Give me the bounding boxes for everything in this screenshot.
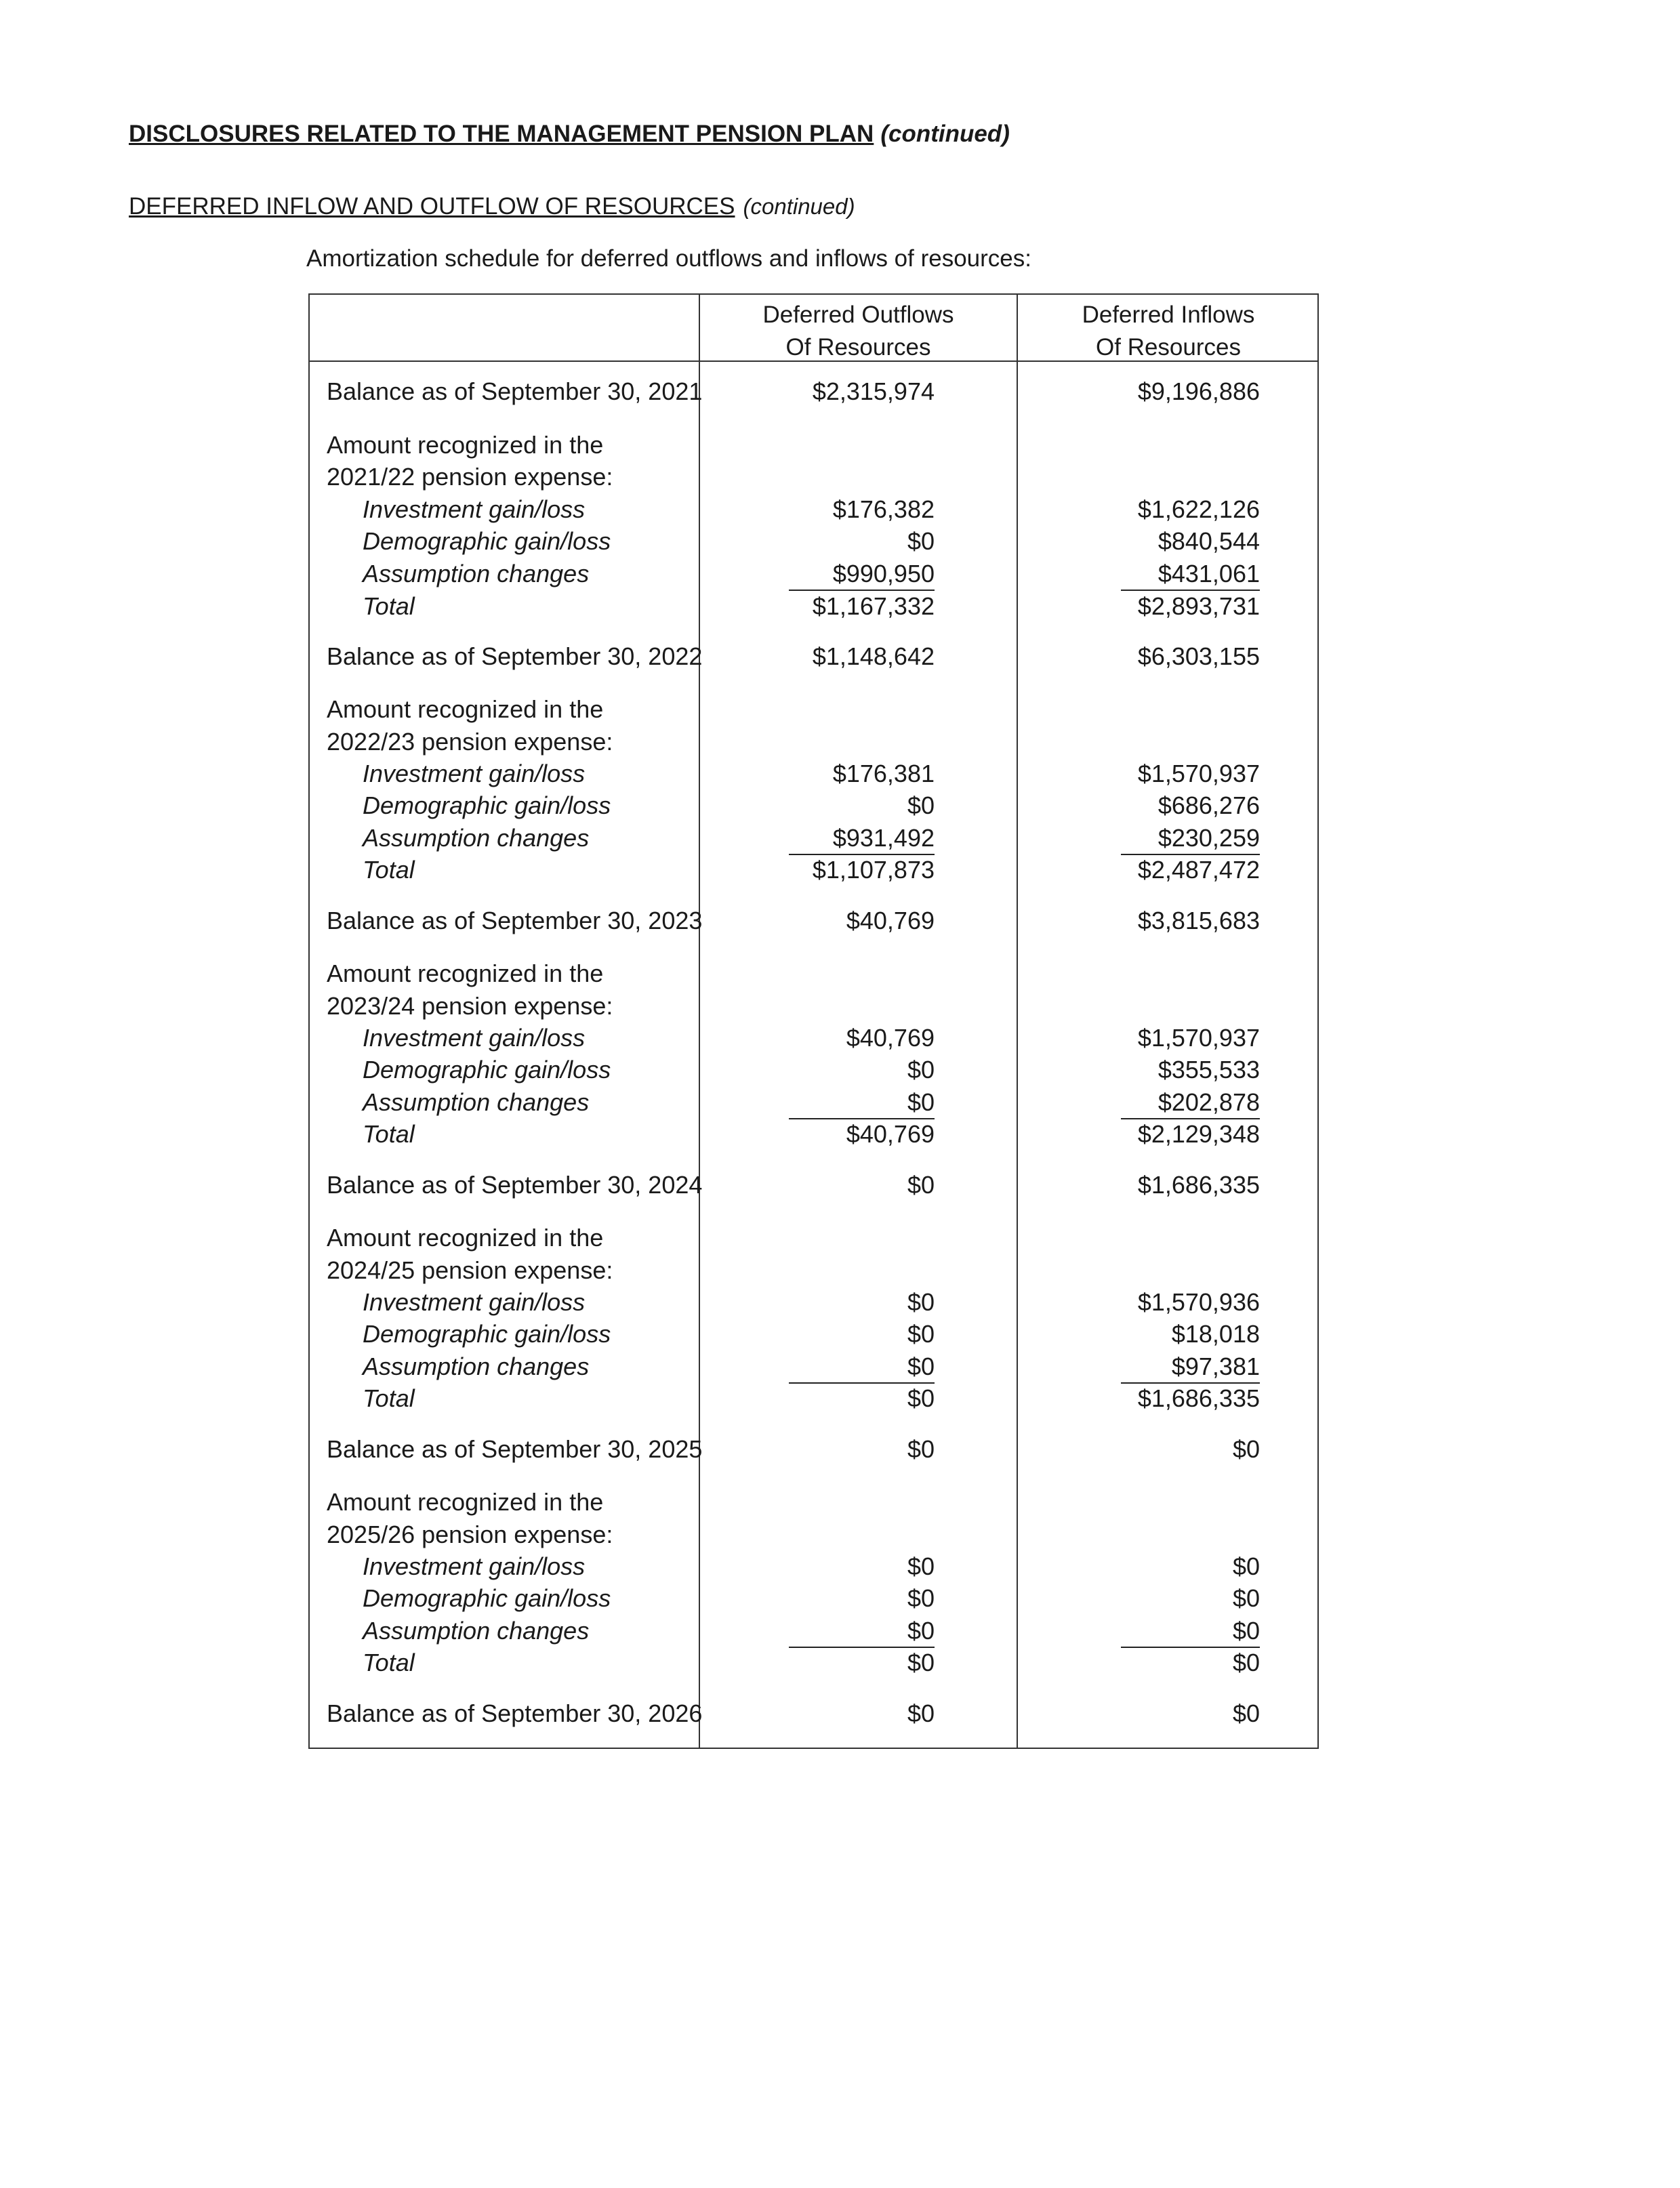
table-row: [310, 558, 1317, 590]
outflow-value: $176,381: [832, 760, 935, 787]
table-row: [310, 1118, 1317, 1151]
table-row: [310, 1697, 1317, 1730]
inflow-value: $9,196,886: [1137, 377, 1260, 405]
main-heading-text: DISCLOSURES RELATED TO THE MANAGEMENT PENSION PLAN: [129, 121, 874, 147]
table-row: [310, 1054, 1317, 1086]
row-label: Assumption changes: [363, 1353, 590, 1380]
outflow-value: $0: [907, 791, 935, 819]
table-row: [310, 590, 1317, 623]
inflow-value: $230,259: [1157, 824, 1260, 852]
row-label: 2024/25 pension expense:: [327, 1256, 613, 1284]
outflow-value: $0: [907, 1435, 935, 1463]
column-header-inflows: [1018, 299, 1319, 364]
table-row: [310, 525, 1317, 558]
outflow-value: $931,492: [832, 824, 935, 852]
table-row: [310, 758, 1317, 790]
outflow-value: $0: [907, 1171, 935, 1199]
row-label: Demographic gain/loss: [363, 1056, 611, 1083]
table-row: [310, 990, 1317, 1023]
inflow-value: $2,129,348: [1137, 1120, 1260, 1148]
table-row: [310, 640, 1317, 673]
row-label: Balance as of September 30, 2022: [327, 642, 703, 670]
outflow-value: $0: [907, 1384, 935, 1412]
row-label: Balance as of September 30, 2026: [327, 1699, 703, 1727]
row-label: Total: [363, 1384, 415, 1412]
table-row: [310, 957, 1317, 990]
outflow-value: $0: [907, 1649, 935, 1676]
column-header-line: Deferred Inflows: [1082, 302, 1255, 328]
column-header-outflows: [700, 299, 1017, 364]
inflow-value: $0: [1232, 1699, 1260, 1727]
table-row: [310, 822, 1317, 854]
table-row: [310, 1519, 1317, 1551]
row-label: Amount recognized in the: [327, 695, 604, 723]
inflow-value: $1,570,937: [1137, 760, 1260, 787]
table-row: [310, 375, 1317, 408]
inflow-value: $202,878: [1157, 1088, 1260, 1116]
table-row: [310, 493, 1317, 526]
outflow-value: $1,167,332: [812, 592, 935, 620]
table-row: [310, 1486, 1317, 1519]
table-row: [310, 1433, 1317, 1466]
inflow-value: $0: [1232, 1649, 1260, 1676]
row-label: Total: [363, 1120, 415, 1148]
row-label: 2021/22 pension expense:: [327, 463, 613, 491]
column-header-line: Of Resources: [1096, 334, 1241, 360]
inflow-value: $0: [1232, 1552, 1260, 1580]
row-label: Assumption changes: [363, 824, 590, 852]
row-label: Investment gain/loss: [363, 1288, 586, 1316]
outflow-value: $0: [907, 1056, 935, 1083]
outflow-value: $0: [907, 1088, 935, 1116]
inflow-value: $355,533: [1157, 1056, 1260, 1083]
inflow-value: $0: [1232, 1584, 1260, 1612]
sub-heading-suffix: (continued): [743, 194, 855, 219]
outflow-value: $0: [907, 1617, 935, 1645]
table-row: [310, 726, 1317, 758]
sub-heading-text: DEFERRED INFLOW AND OUTFLOW OF RESOURCES: [129, 193, 735, 220]
inflow-value: $2,487,472: [1137, 856, 1260, 884]
inflow-value: $1,570,937: [1137, 1024, 1260, 1052]
row-label: Assumption changes: [363, 1617, 590, 1645]
table-row: [310, 1318, 1317, 1350]
outflow-value: $0: [907, 1288, 935, 1316]
table-row: [310, 1022, 1317, 1054]
outflow-value: $1,107,873: [812, 856, 935, 884]
table-row: [310, 1222, 1317, 1254]
table-row: [310, 1615, 1317, 1647]
row-label: Demographic gain/loss: [363, 1584, 611, 1612]
inflow-value: $1,622,126: [1137, 495, 1260, 523]
outflow-value: $990,950: [832, 560, 935, 587]
row-label: Assumption changes: [363, 560, 590, 587]
inflow-value: $3,815,683: [1137, 907, 1260, 934]
table-row: [310, 789, 1317, 822]
table-row: [310, 693, 1317, 726]
row-label: Demographic gain/loss: [363, 791, 611, 819]
amortization-table: [308, 293, 1319, 1749]
outflow-value: $40,769: [846, 1024, 935, 1052]
table-row: [310, 1286, 1317, 1319]
table-row: [310, 1086, 1317, 1119]
row-label: Balance as of September 30, 2021: [327, 377, 703, 405]
row-label: Assumption changes: [363, 1088, 590, 1116]
column-header-line: Deferred Outflows: [762, 302, 954, 328]
inflow-value: $1,686,335: [1137, 1171, 1260, 1199]
outflow-value: $0: [907, 1584, 935, 1612]
inflow-value: $1,686,335: [1137, 1384, 1260, 1412]
outflow-value: $0: [907, 527, 935, 555]
inflow-value: $840,544: [1157, 527, 1260, 555]
inflow-value: $18,018: [1171, 1320, 1260, 1348]
outflow-value: $1,148,642: [812, 642, 935, 670]
outflow-value: $40,769: [846, 1120, 935, 1148]
inflow-value: $2,893,731: [1137, 592, 1260, 620]
column-header-line: Of Resources: [785, 334, 931, 360]
table-row: [310, 1254, 1317, 1287]
sub-heading: [129, 193, 855, 220]
outflow-value: $40,769: [846, 907, 935, 934]
table-row: [310, 1647, 1317, 1679]
outflow-value: $0: [907, 1699, 935, 1727]
table-row: [310, 1582, 1317, 1615]
table-row: [310, 1550, 1317, 1583]
inflow-value: $6,303,155: [1137, 642, 1260, 670]
outflow-value: $0: [907, 1552, 935, 1580]
row-label: Investment gain/loss: [363, 1024, 586, 1052]
row-label: Balance as of September 30, 2024: [327, 1171, 703, 1199]
row-label: Investment gain/loss: [363, 495, 586, 523]
row-label: Investment gain/loss: [363, 1552, 586, 1580]
inflow-value: $431,061: [1157, 560, 1260, 587]
inflow-value: $1,570,936: [1137, 1288, 1260, 1316]
intro-text: Amortization schedule for deferred outflows and inflows of resources:: [306, 245, 1031, 272]
row-label: Amount recognized in the: [327, 1224, 604, 1252]
main-heading: [129, 121, 1010, 148]
outflow-value: $2,315,974: [812, 377, 935, 405]
inflow-value: $686,276: [1157, 791, 1260, 819]
row-label: Total: [363, 1649, 415, 1676]
main-heading-suffix: (continued): [880, 121, 1010, 147]
inflow-value: $0: [1232, 1617, 1260, 1645]
row-label: Amount recognized in the: [327, 431, 604, 459]
row-label: Demographic gain/loss: [363, 1320, 611, 1348]
row-label: 2025/26 pension expense:: [327, 1521, 613, 1548]
row-label: 2022/23 pension expense:: [327, 728, 613, 756]
inflow-value: $0: [1232, 1435, 1260, 1463]
outflow-value: $0: [907, 1320, 935, 1348]
outflow-value: $0: [907, 1353, 935, 1380]
table-row: [310, 1169, 1317, 1201]
row-label: Demographic gain/loss: [363, 527, 611, 555]
table-row: [310, 461, 1317, 493]
row-label: Total: [363, 856, 415, 884]
row-label: 2023/24 pension expense:: [327, 992, 613, 1020]
row-label: Total: [363, 592, 415, 620]
row-label: Amount recognized in the: [327, 1488, 604, 1516]
row-label: Amount recognized in the: [327, 959, 604, 987]
row-label: Balance as of September 30, 2023: [327, 907, 703, 934]
table-row: [310, 429, 1317, 461]
row-label: Balance as of September 30, 2025: [327, 1435, 703, 1463]
table-row: [310, 905, 1317, 937]
table-row: [310, 1350, 1317, 1383]
table-row: [310, 854, 1317, 886]
row-label: Investment gain/loss: [363, 760, 586, 787]
outflow-value: $176,382: [832, 495, 935, 523]
inflow-value: $97,381: [1171, 1353, 1260, 1380]
table-row: [310, 1382, 1317, 1415]
